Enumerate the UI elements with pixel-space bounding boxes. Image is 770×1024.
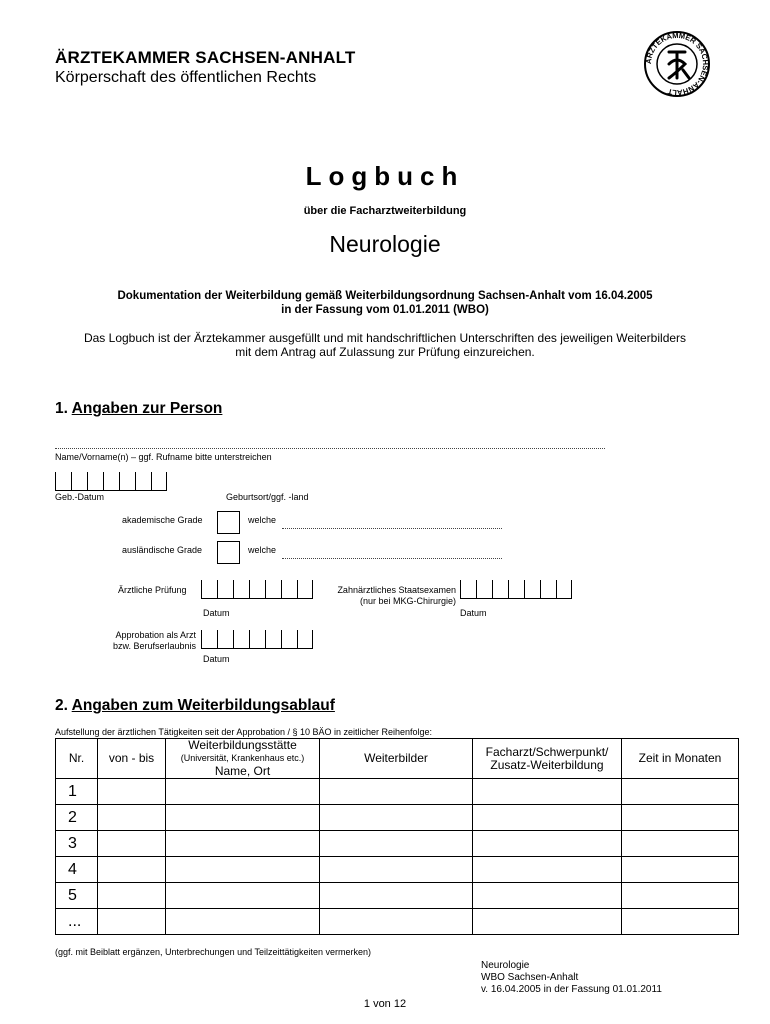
academic-which-label: welche (248, 515, 277, 525)
document-subtitle: über die Facharztweiterbildung (303, 205, 467, 217)
page-number: 1 von 12 (363, 998, 407, 1010)
medical-exam-date-label: Datum (203, 608, 230, 618)
col-specialty: Facharzt/Schwerpunkt/ Zusatz-Weiterbildung (473, 739, 622, 779)
col-period: von - bis (98, 739, 166, 779)
site-cell[interactable] (166, 883, 320, 909)
dental-exam-date-label: Datum (460, 608, 487, 618)
months-cell[interactable] (622, 857, 739, 883)
table-row (56, 805, 739, 831)
trainer-cell[interactable] (320, 883, 473, 909)
row-number: 2 (56, 805, 98, 831)
dob-field[interactable] (55, 472, 167, 491)
period-cell[interactable] (98, 831, 166, 857)
site-cell[interactable] (166, 857, 320, 883)
birthplace-label: Geburtsort/ggf. -land (226, 492, 309, 502)
medical-exam-date-field[interactable] (201, 580, 313, 599)
site-cell[interactable] (166, 805, 320, 831)
trainer-cell[interactable] (320, 909, 473, 935)
row-number: 3 (56, 831, 98, 857)
period-cell[interactable] (98, 805, 166, 831)
table-row (56, 831, 739, 857)
row-number: 1 (56, 779, 98, 805)
section-2-heading: 2. Angaben zum Weiterbildungsablauf (55, 697, 335, 714)
trainer-cell[interactable] (320, 857, 473, 883)
intro-line-2: mit dem Antrag auf Zulassung zur Prüfung einzureichen. (235, 345, 535, 359)
dental-exam-label: Zahnärztliches Staatsexamen (nur bei MKG-Chirurgie) (337, 585, 456, 606)
regulation-note (0, 289, 770, 317)
foreign-which-label: welche (248, 545, 277, 555)
site-cell[interactable] (166, 909, 320, 935)
svg-text:ÄRZTEKAMMER SACHSEN-ANHALT: ÄRZTEKAMMER SACHSEN-ANHALT (643, 30, 711, 98)
table-row (56, 779, 739, 805)
months-cell[interactable] (622, 779, 739, 805)
specialty-title: Neurologie (329, 231, 441, 257)
academic-which-field[interactable] (282, 528, 502, 529)
trainer-cell[interactable] (320, 779, 473, 805)
months-cell[interactable] (622, 831, 739, 857)
months-cell[interactable] (622, 909, 739, 935)
site-cell[interactable] (166, 779, 320, 805)
regulation-line-1: Dokumentation der Weiterbildung gemäß Weiterbildungsordnung Sachsen-Anhalt vom 16.04.2005 (117, 290, 653, 302)
academic-degree-checkbox[interactable] (217, 511, 240, 534)
training-table (55, 738, 739, 935)
row-number: 4 (56, 857, 98, 883)
specialty-cell[interactable] (473, 909, 622, 935)
dob-label: Geb.-Datum (55, 492, 105, 502)
document-title: Logbuch (305, 161, 465, 191)
col-nr: Nr. (56, 739, 98, 779)
approbation-date-field[interactable] (201, 630, 313, 649)
table-row (56, 883, 739, 909)
specialty-cell[interactable] (473, 831, 622, 857)
chamber-seal-logo (643, 30, 711, 98)
org-name: ÄRZTEKAMMER SACHSEN-ANHALT (55, 48, 356, 67)
table-caption: Aufstellung der ärztlichen Tätigkeiten seit der Approbation / § 10 BÄO in zeitlicher Reihenfolge: (55, 727, 433, 737)
table-row (56, 857, 739, 883)
name-field[interactable] (55, 448, 605, 449)
foreign-which-field[interactable] (282, 558, 502, 559)
specialty-cell[interactable] (473, 883, 622, 909)
col-months: Zeit in Monaten (622, 739, 739, 779)
medical-exam-label: Ärztliche Prüfung (118, 585, 187, 595)
period-cell[interactable] (98, 857, 166, 883)
row-number: 5 (56, 883, 98, 909)
approbation-label: Approbation als Arzt bzw. Berufserlaubnis (112, 630, 196, 651)
academic-degree-label: akademische Grade (122, 515, 203, 525)
col-trainer: Weiterbilder (320, 739, 473, 779)
org-subtitle: Körperschaft des öffentlichen Rechts (55, 69, 317, 86)
period-cell[interactable] (98, 883, 166, 909)
foreign-degree-checkbox[interactable] (217, 541, 240, 564)
regulation-line-2: in der Fassung vom 01.01.2011 (WBO) (281, 304, 489, 316)
site-cell[interactable] (166, 831, 320, 857)
dental-exam-date-field[interactable] (460, 580, 572, 599)
intro-text (0, 331, 770, 359)
footer-reference: Neurologie WBO Sachsen-Anhalt v. 16.04.2005 in der Fassung 01.01.2011 (481, 960, 662, 995)
section-2-title: Angaben zum Weiterbildungsablauf (71, 697, 335, 714)
table-row (56, 909, 739, 935)
table-header-row (56, 739, 739, 779)
trainer-cell[interactable] (320, 831, 473, 857)
intro-line-1: Das Logbuch ist der Ärztekammer ausgefüllt und mit handschriftlichen Unterschriften des jeweiligen Weiterbilders (83, 331, 687, 345)
specialty-cell[interactable] (473, 857, 622, 883)
name-label: Name/Vorname(n) – ggf. Rufname bitte unterstreichen (55, 452, 272, 462)
period-cell[interactable] (98, 779, 166, 805)
approbation-date-label: Datum (203, 654, 230, 664)
section-1-heading: 1. Angaben zur Person (55, 400, 223, 417)
months-cell[interactable] (622, 805, 739, 831)
period-cell[interactable] (98, 909, 166, 935)
specialty-cell[interactable] (473, 779, 622, 805)
trainer-cell[interactable] (320, 805, 473, 831)
section-1-title: Angaben zur Person (71, 400, 223, 417)
months-cell[interactable] (622, 883, 739, 909)
specialty-cell[interactable] (473, 805, 622, 831)
foreign-degree-label: ausländische Grade (122, 545, 203, 555)
footer-note: (ggf. mit Beiblatt ergänzen, Unterbrechungen und Teilzeittätigkeiten vermerken) (55, 947, 372, 957)
row-number: ... (56, 909, 98, 935)
col-site: Weiterbildungsstätte (Universität, Krankenhaus etc.) Name, Ort (166, 739, 320, 779)
